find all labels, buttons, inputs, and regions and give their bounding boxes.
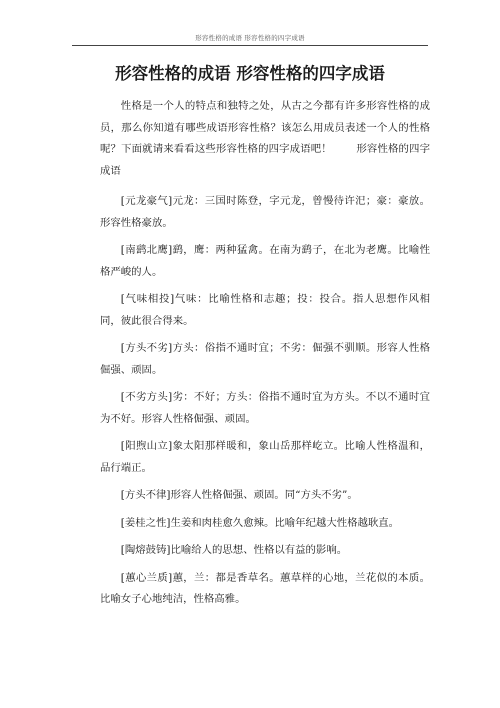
running-header: 形容性格的成语 形容性格的四字成语 [195,34,305,42]
idiom-entry: [陶熔鼓铸]比喻给人的思想、性格以有益的影响。 [120,544,348,556]
idiom-entry: [元龙豪气]元龙：三国时陈登，字元龙，曾慢待许汜；豪：豪放。形容性格豪放。 [100,195,430,229]
document-title: 形容性格的成语 形容性格的四字成语 [115,64,385,83]
idiom-entry: [阳煦山立]象太阳那样暖和，象山岳那样屹立。比喻人性格温和，品行端正。 [100,440,430,474]
intro-paragraph: 性格是一个人的特点和独特之处，从古之今都有许多形容性格的成员，那么你知道有哪些成语形容性格？该怎么用成员表述一个人的性格呢？下面就请来看看这些形容性格的四字成语吧！ 形容性格的四字成语 [100,100,430,177]
idiom-entry: [方头不律]形容人性格倔强、顽固。同“方头不劣”。 [120,489,358,501]
idiom-entry: [蕙心兰质]蕙，兰：都是香草名。蕙草样的心地，兰花似的本质。比喻女子心地纯洁，性格高雅。 [100,571,430,605]
idiom-entry: [气味相投]气味：比喻性格和志趣；投：投合。指人思想作风相同，彼此很合得来。 [100,293,430,327]
idiom-entry: [不劣方头]劣：不好；方头：俗指不通时宜为方头。不以不通时宜为不好。形容人性格倔强、顽固。 [100,391,430,425]
idiom-entry: [南鹞北鹰]鹞，鹰：两种猛禽。在南为鹞子，在北为老鹰。比喻性格严峻的人。 [100,244,430,278]
idiom-entry: [姜桂之性]生姜和肉桂愈久愈辣。比喻年纪越大性格越耿直。 [120,516,400,529]
idiom-entry: [方头不劣]方头：俗指不通时宜；不劣：倔强不驯顺。形容人性格倔强、顽固。 [100,342,430,376]
document-body [100,96,430,617]
header-rule [72,45,428,46]
